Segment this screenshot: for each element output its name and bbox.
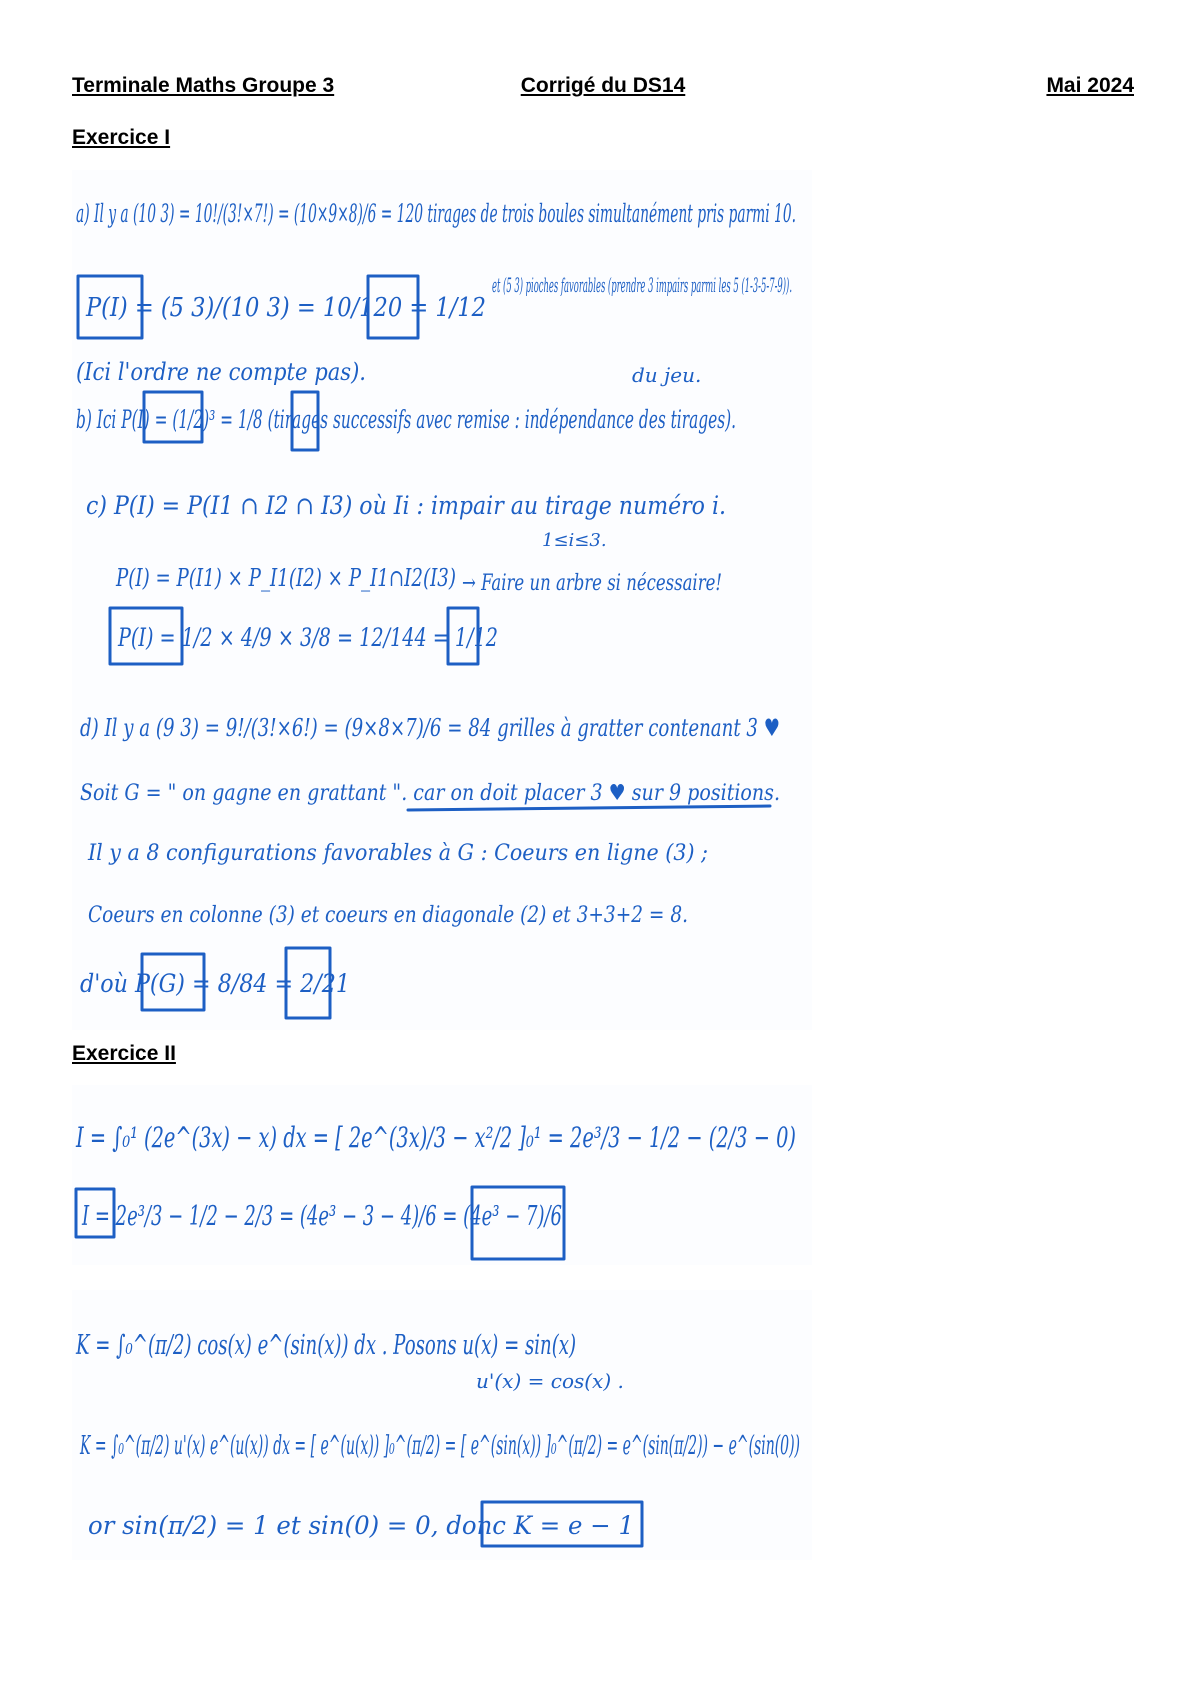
ex1-line-5: du jeu. — [632, 363, 702, 387]
ex2-line-1: I = ∫₀¹ (2e^(3x) − x) dx = [ 2e^(3x)/3 − x²/2 ]₀¹ = 2e³/3 − 1/2 − (2/3 − 0) — [75, 1121, 796, 1154]
ex1-line-6: b) Ici P(I) = (1/2)³ = 1/8 (tirages successifs avec remise : indépendance des tirages). — [76, 405, 736, 434]
exercise-1-title: Exercice I — [72, 126, 171, 149]
exercise-2-title: Exercice II — [72, 1042, 176, 1065]
ex2-line-6: or sin(π/2) = 1 et sin(0) = 0, donc K = e − 1 — [88, 1511, 634, 1540]
exercise-2-integral-i-handwriting — [72, 1085, 812, 1265]
exercise-1-handwriting — [72, 170, 812, 1030]
ex1-line-10: → Faire un arbre si nécessaire! — [462, 571, 722, 596]
underline-car-on-doit — [408, 806, 770, 810]
exercise-1-handwritten-solution — [72, 170, 812, 1030]
page-header — [72, 74, 1134, 102]
ex1-line-7: c) P(I) = P(I1 ∩ I2 ∩ I3) où Ii : impair au tirage numéro i. — [86, 491, 726, 520]
ex2-line-4: u'(x) = cos(x) . — [476, 1369, 624, 1393]
ex1-line-9: P(I) = P(I1) × P_I1(I2) × P_I1∩I2(I3) — [115, 564, 456, 592]
ex2-line-3: K = ∫₀^(π/2) cos(x) e^(sin(x)) dx . Posons u(x) = sin(x) — [75, 1330, 576, 1361]
ex1-line-14: Il y a 8 configurations favorables à G : Coeurs en ligne (3) ; — [87, 841, 709, 866]
exercise-2-integral-k — [72, 1290, 812, 1560]
ex1-line-4: (Ici l'ordre ne compte pas). — [76, 358, 366, 386]
ex1-line-3: et (5 3) pioches favorables (prendre 3 impairs parmi les 5 (1-3-5-7-9)). — [492, 273, 792, 297]
ex1-line-2: P(I) = (5 3)/(10 3) = 10/120 = 1/12 — [85, 293, 486, 323]
ex1-line-8: 1≤i≤3. — [542, 530, 607, 551]
exercise-2-integral-k-handwriting — [72, 1290, 812, 1560]
ex1-line-15: Coeurs en colonne (3) et coeurs en diagonale (2) et 3+3+2 = 8. — [88, 903, 688, 928]
exercise-2-integral-i — [72, 1085, 812, 1265]
header-class-label: Terminale Maths Groupe 3 — [72, 74, 335, 97]
ex1-line-1: a) Il y a (10 3) = 10!/(3!×7!) = (10×9×8)/6 = 120 tirages de trois boules simultanément pris parmi 10. — [76, 199, 796, 228]
ex1-line-12: d) Il y a (9 3) = 9!/(3!×6!) = (9×8×7)/6 = 84 grilles à gratter contenant 3 ♥ — [80, 714, 780, 742]
ex2-line-5: K = ∫₀^(π/2) u'(x) e^(u(x)) dx = [ e^(u(x)) ]₀^(π/2) = [ e^(sin(x)) ]₀^(π/2) = e^(sin(π/2)) − e^(sin(0)) — [79, 1431, 801, 1461]
ex1-line-11: P(I) = 1/2 × 4/9 × 3/8 = 12/144 = 1/12 — [117, 623, 498, 652]
ex1-line-16: d'où P(G) = 8/84 = 2/21 — [80, 969, 350, 998]
header-center-title: Corrigé du DS14 — [520, 74, 686, 97]
ex1-line-13: Soit G = " on gagne en grattant ". car on doit placer 3 ♥ sur 9 positions. — [80, 781, 780, 806]
header-date: Mai 2024 — [1046, 74, 1134, 97]
ex2-line-2: I = 2e³/3 − 1/2 − 2/3 = (4e³ − 3 − 4)/6 = (4e³ − 7)/6 — [81, 1201, 563, 1232]
